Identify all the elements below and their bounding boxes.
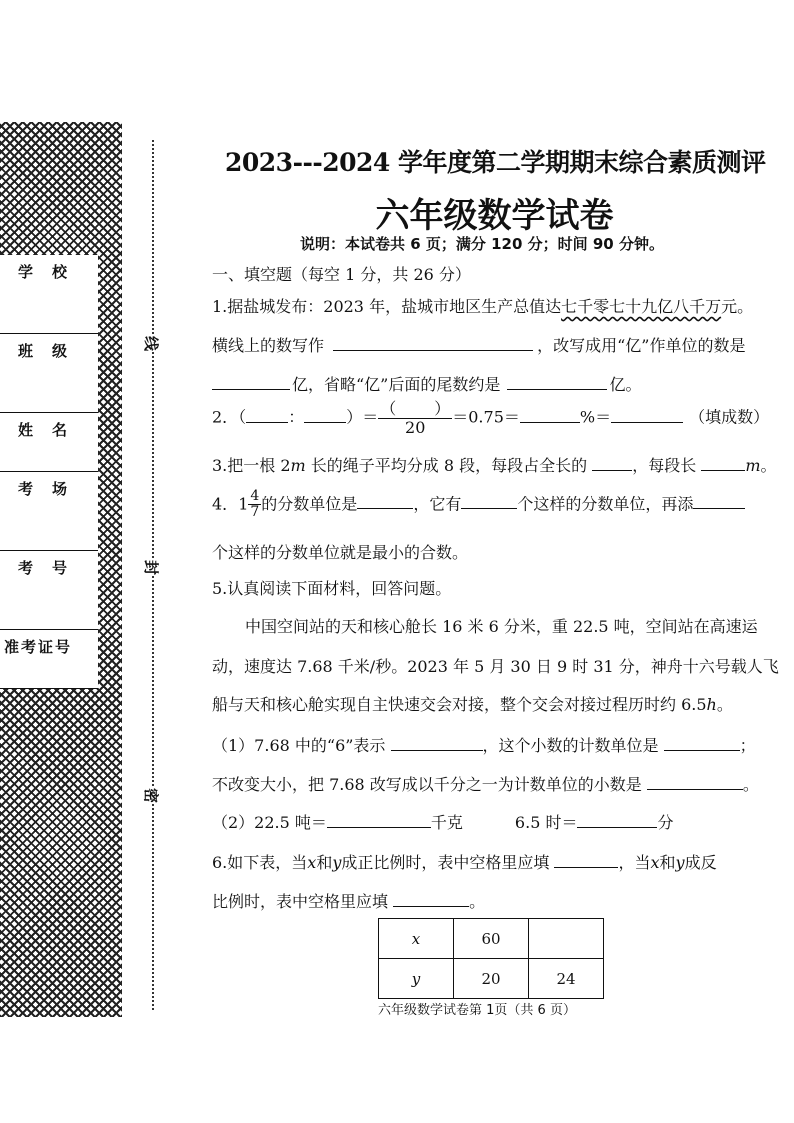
q5-sub1-line2: [212, 772, 759, 795]
q3-blank-fraction[interactable]: [592, 455, 632, 471]
q3-unit-end: m: [745, 456, 761, 475]
q3-part-a: 3.把一根 2: [212, 456, 291, 475]
q6-var-y-2: y: [675, 853, 685, 872]
q5-s1b: ，这个小数的计数单位是: [482, 736, 659, 755]
seal-mark-seal: 封: [142, 559, 161, 576]
q6-line2: [212, 889, 485, 912]
q1-line2b: ，改写成用“亿”作单位的数是: [537, 336, 746, 355]
info-label-class: 班 级: [18, 342, 70, 360]
q2-frac-open: （: [380, 399, 397, 418]
table-cell-blank[interactable]: [529, 919, 604, 959]
exam-subtitle: 六年级数学试卷: [375, 196, 614, 236]
q4-blank-count[interactable]: [461, 493, 517, 509]
q1-line3a: 亿，省略“亿”后面的尾数约是: [292, 375, 501, 394]
q2-close-eq: ）＝: [346, 407, 379, 427]
q4-line2: 个这样的分数单位就是最小的合数。: [212, 543, 469, 562]
q6-blank-inverse[interactable]: [393, 891, 469, 907]
q1-prefix: 1.据盐城发布：2023 年，盐城市地区生产总值达: [212, 297, 562, 316]
q5-blank-minutes[interactable]: [577, 812, 657, 828]
student-info-column: [0, 255, 98, 689]
q2-blank-cheng[interactable]: [611, 407, 683, 423]
info-school[interactable]: [0, 255, 98, 334]
q5-unit-h: h: [706, 695, 717, 714]
q2-percent-eq: %＝: [579, 407, 612, 427]
info-label-admission: 准考证号: [4, 638, 73, 656]
q6-var-x-2: x: [650, 853, 660, 872]
q2-blank-a[interactable]: [246, 407, 288, 423]
seal-mark-secret: 密: [142, 787, 161, 804]
q5-s1d: 不改变大小，把 7.68 改写成以千分之一为计数单位的小数是: [212, 775, 642, 794]
q5-intro: 5.认真阅读下面材料，回答问题。: [212, 579, 452, 598]
info-label-seat: 考 号: [18, 559, 70, 577]
q6-line1: [212, 850, 717, 873]
q1-blank-approx[interactable]: [507, 374, 607, 390]
q2-colon: ：: [288, 407, 305, 427]
q2-blank-b[interactable]: [304, 407, 346, 423]
q3-part-c: ，每段长: [632, 456, 697, 475]
seal-mark-line: 线: [142, 335, 161, 352]
q6-part-d: 成反: [684, 853, 717, 872]
q1-suffix: 元。: [721, 297, 754, 316]
q3-blank-length[interactable]: [701, 455, 745, 471]
q5-s1c: ；: [739, 736, 756, 755]
q6-xy-table: [378, 918, 604, 999]
info-label-name: 姓 名: [18, 421, 70, 439]
q6-var-y: y: [332, 853, 342, 872]
q4-part-c: 个这样的分数单位，再添: [517, 494, 694, 514]
table-cell: y: [379, 959, 454, 999]
q5-passage-1: 中国空间站的天和核心舱长 16 米 6 分米，重 22.5 吨，空间站在高速运: [245, 617, 758, 636]
info-name[interactable]: [0, 413, 98, 472]
q5-passage-3a: 船与天和核心舱实现自主快速交会对接，整个交会对接过程历时约 6.5: [212, 695, 707, 714]
q3-end: 。: [760, 456, 777, 475]
q6-blank-direct[interactable]: [554, 852, 618, 868]
info-label-room: 考 场: [18, 480, 70, 498]
q1-line3b: 亿。: [609, 375, 642, 394]
q4-whole: 1: [238, 494, 249, 514]
q4-part-a: 的分数单位是: [261, 494, 358, 514]
q3-part-b: 长的绳子平均分成 8 段，每段占全长的: [305, 456, 588, 475]
q4-fraction: [248, 489, 261, 521]
q6-line2-text: 比例时，表中空格里应填: [212, 892, 389, 911]
info-label-school: 学 校: [18, 263, 70, 281]
q6-and: 和: [316, 853, 333, 872]
q1-line2: [212, 333, 745, 356]
q2-eq1: ＝0.75＝: [452, 407, 520, 427]
table-cell: x: [379, 919, 454, 959]
q5-s2c: 6.5 时＝: [514, 813, 578, 832]
q5-blank-kg[interactable]: [327, 812, 431, 828]
info-seat[interactable]: [0, 551, 98, 630]
q1-line3: [212, 372, 641, 395]
q4-num: 4: [250, 488, 260, 504]
table-row: [379, 919, 604, 959]
q2-prefix: 2．（: [212, 407, 247, 427]
info-room[interactable]: [0, 472, 98, 551]
q2-suffix: （填成数）: [689, 407, 770, 427]
table-cell: 24: [529, 959, 604, 999]
q5-passage-2: 动，速度达 7.68 千米/秒。2023 年 5 月 30 日 9 时 31 分，神舟十六号载人飞: [212, 657, 779, 676]
table-cell: 20: [454, 959, 529, 999]
section-heading: 一、填空题（每空 1 分，共 26 分）: [212, 265, 471, 284]
q4-part-b: ，它有: [413, 494, 462, 514]
q5-blank-meaning[interactable]: [391, 735, 483, 751]
page-footer: 六年级数学试卷第 1页（共 6 页）: [378, 1003, 576, 1018]
q4-label: 4．: [212, 494, 239, 514]
q5-s2d: 分: [657, 813, 674, 832]
q4-den: 7: [250, 504, 260, 521]
q5-passage-3b: 。: [716, 695, 733, 714]
q1-blank-yi[interactable]: [212, 374, 290, 390]
q2-fraction: [378, 400, 452, 436]
q5-s1a: （1）7.68 中的“6”表示: [212, 736, 386, 755]
q5-s2b: 千克: [430, 813, 463, 832]
table-row: [379, 959, 604, 999]
q3-line: [212, 453, 777, 476]
q5-blank-unit[interactable]: [664, 735, 740, 751]
q6-part-b: 成正比例时，表中空格里应填: [341, 853, 550, 872]
q1-number-words: 七千零七十九亿八千万: [561, 297, 722, 316]
q2-frac-close: ）: [434, 399, 451, 418]
q4-line1: [212, 489, 745, 521]
info-class[interactable]: [0, 334, 98, 413]
q4-blank-unit[interactable]: [357, 493, 413, 509]
q5-sub2: [212, 810, 673, 833]
q5-s2a: （2）22.5 吨＝: [212, 813, 327, 832]
q4-blank-add[interactable]: [693, 493, 745, 509]
q6-and-2: 和: [659, 853, 676, 872]
q1-line1: [212, 294, 753, 317]
q6-part-a: 6.如下表，当: [212, 853, 308, 872]
q5-sub1-line1: [212, 733, 756, 756]
exam-title: 2023---2024 学年度第二学期期末综合素质测评: [225, 148, 766, 177]
q1-blank-number[interactable]: [333, 335, 533, 351]
q2-frac-den: 20: [405, 417, 426, 437]
q5-passage-3: [212, 692, 733, 715]
q2-line: [212, 400, 769, 436]
q2-blank-percent[interactable]: [520, 407, 580, 423]
table-cell: 60: [454, 919, 529, 959]
q6-var-x: x: [307, 853, 317, 872]
exam-note: 说明：本试卷共 6 页；满分 120 分；时间 90 分钟。: [300, 235, 664, 253]
info-admission[interactable]: [0, 630, 98, 689]
q6-line2-end: 。: [469, 892, 486, 911]
q5-s1e: 。: [742, 775, 759, 794]
q6-part-c: ，当: [618, 853, 651, 872]
q3-unit-m: m: [290, 456, 306, 475]
q5-blank-rewrite[interactable]: [647, 774, 743, 790]
q1-line2a: 横线上的数写作: [212, 336, 325, 355]
